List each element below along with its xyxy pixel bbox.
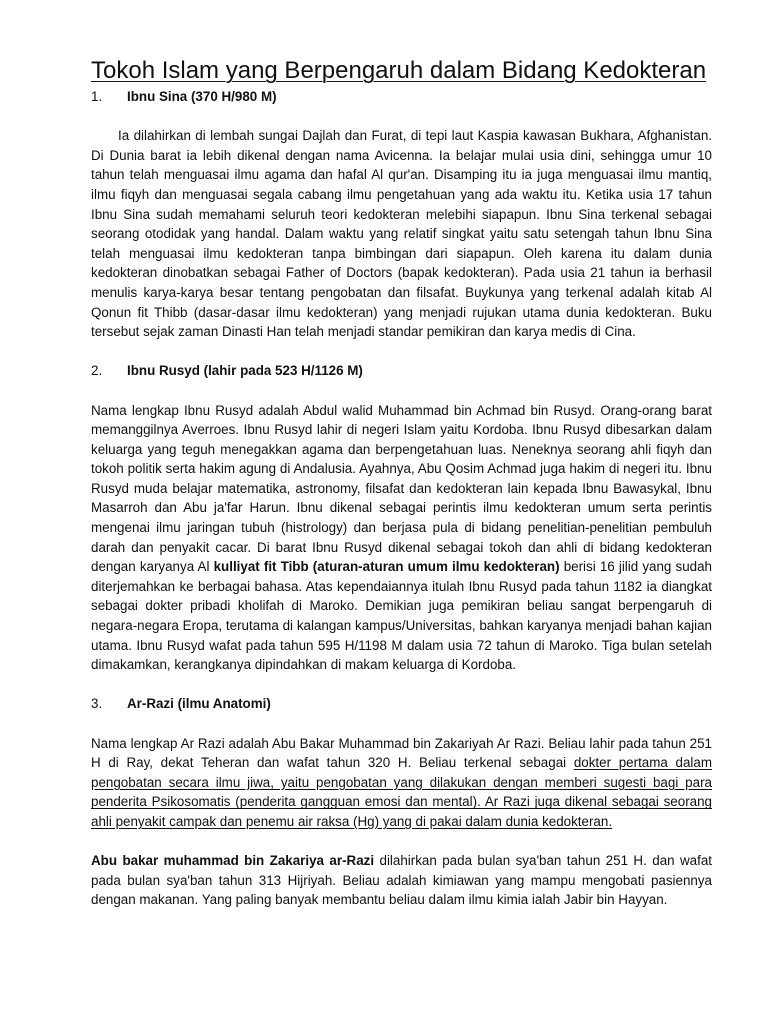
section-heading-text: Ibnu Sina (370 H/980 M)	[127, 89, 277, 104]
section-heading-text: Ibnu Rusyd (lahir pada 523 H/1126 M)	[127, 363, 363, 379]
paragraph-ar-razi	[91, 734, 712, 832]
section-number: 3.	[91, 696, 103, 712]
name-bold: Abu bakar muhammad bin Zakariya ar-Razi	[91, 853, 375, 869]
paragraph-text: dilahirkan pada bulan sya'ban tahun 251 H. dan wafat pada bulan sya'ban tahun 313 Hijriyah. Beliau adalah kimiawan yang mampu mengobati pasiennya dengan makanan. Yang paling banyak membantu beliau dalam ilmu kimia ialah Jabir bin Hayyan.	[91, 853, 713, 908]
section-number: 2.	[91, 363, 103, 379]
document-title: Tokoh Islam yang Berpengaruh dalam Bidang Kedokteran	[91, 57, 707, 84]
paragraph-text: Nama lengkap Ibnu Rusyd adalah Abdul walid Muhammad bin Achmad bin Rusyd. Orang-orang barat memanggilnya Averroes. Ibnu Rusyd lahir di negeri Islam yaitu Kordoba. Ibnu Rusyd dibesarkan dalam keluarga yang teguh menegakkan agama dan berpengetahuan luas. Neneknya seorang ahli fiqyh dan tokoh politik serta hakim agung di Andalusia. Ayahnya, Abu Qosim Achmad juga hakim di negeri itu. Ibnu Rusyd muda belajar matematika, astronomy, filsafat dan kedokteran lain kepada Ibnu Bawasykal, Ibnu Masarroh dan Abu ja'far Harun. Ibnu dikenal sebagai perintis ilmu kedokteran umum serta perintis mengenai ilmu jaringan tubuh (histrology) dan berjasa pula di bidang penelitian-penelitian pembuluh darah dan penyakit cacar. Di barat Ibnu Rusyd dikenal sebagai tokoh dan ahli di bidang kedokteran dengan karyanya Al	[91, 402, 712, 575]
paragraph-ibnu-sina: Ia dilahirkan di lembah sungai Dajlah dan Furat, di tepi laut Kaspia kawasan Bukhara, Afghanistan. Di Dunia barat ia lebih dikenal dengan nama Avicenna. Ia belajar mulai usia dini, sehingga umur 10 tahun telah menguasai ilmu agama dan hafal Al qur'an. Disamping itu ia juga menguasai ilmu mantiq, ilmu fiqyh dan menguasai segala cabang ilmu pengetahuan yang ada waktu itu. Ketika usia 17 tahun Ibnu Sina sudah memahami seluruh teori kedokteran melebihi siapapun. Ibnu Sina terkenal sebagai seorang otodidak yang handal. Dalam waktu yang relatif singkat yaitu satu setengah tahun Ibnu Sina telah menguasai ilmu kedokteran tanpa bimbingan dari siapapun. Oleh karena itu dalam dunia kedokteran dinobatkan sebagai Father of Doctors (bapak kedokteran). Pada usia 21 tahun ia berhasil menulis karya-karya besar tentang pengobatan dan filsafat. Buykunya yang terkenal adalah kitab Al Qonun fit Thibb (dasar-dasar ilmu kedokteran) yang menjadi rujukan utama dunia kedokteran. Buku tersebut sejak zaman Dinasti Han telah menjadi standar pemikiran dan karya medis di Cina.	[91, 128, 712, 340]
section-heading-ibnu-rusyd	[91, 361, 712, 381]
paragraph-ibnu-rusyd	[91, 401, 712, 675]
paragraph-text: berisi 16 jilid yang sudah diterjemahkan ke berbagai bahasa. Atas kependaiannya itulah Ibnu Rusyd pada tahun 1182 ia diangkat sebagai dokter pribadi kholifah di Maroko. Demikian juga pemikiran beliau sangat berpengaruh di negara-negara Eropa, terutama di kalangan kampus/Universitas, bahkan karyanya menjadi bahan kajian utama. Ibnu Rusyd wafat pada tahun 595 H/1198 M dalam usia 72 tahun di Maroko. Tiga bulan setelah dimakamkan, kerangkanya dipindahkan di makam keluarga di Kordoba.	[91, 559, 712, 673]
section-heading-ibnu-sina	[91, 87, 712, 107]
paragraph-ar-razi-2	[91, 851, 712, 910]
document-body	[91, 87, 712, 910]
book-title-bold: kulliyat fit Tibb (aturan-aturan umum ilmu kedokteran)	[213, 559, 560, 575]
section-heading-ar-razi	[91, 694, 712, 714]
section-number: 1.	[91, 89, 103, 104]
paragraph-text: Nama lengkap Ar Razi adalah Abu Bakar Muhammad bin Zakariyah Ar Razi. Beliau lahir pada tahun 251 H di Ray, dekat Teheran dan wafat tahun 320 H. Beliau terkenal sebagai	[91, 735, 712, 771]
underlined-text: dokter pertama dalam pengobatan secara ilmu jiwa, yaitu pengobatan yang dilakukan dengan memberi sugesti bagi para penderita Psikosomatis (penderita gangguan emosi dan mental). Ar Razi juga dikenal sebagai seorang ahli penyakit campak dan penemu air raksa (Hg) yang di pakai dalam dunia kedokteran.	[91, 755, 712, 829]
section-heading-text: Ar-Razi (ilmu Anatomi)	[127, 696, 271, 712]
